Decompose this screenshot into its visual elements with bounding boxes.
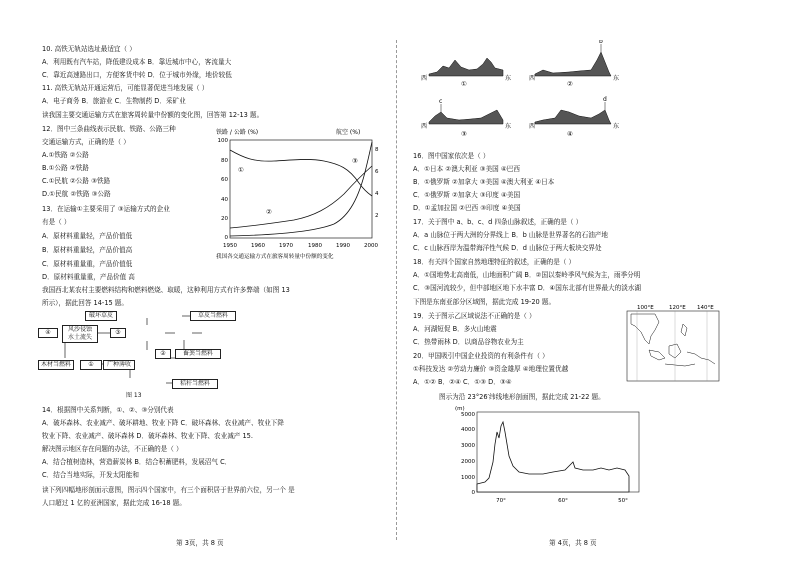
profile-4-label: ④: [567, 130, 573, 138]
q16-text: 16．图中国家依次是（ ）: [413, 152, 490, 160]
left-page-footer: 第 3页，共 8 页: [176, 539, 224, 547]
svg-text:2000: 2000: [461, 459, 475, 465]
svg-text:1950: 1950: [223, 243, 237, 249]
profile-3-label: ③: [461, 130, 467, 138]
svg-text:2: 2: [375, 213, 379, 219]
elev-x-ticks: [496, 498, 628, 504]
svg-text:4000: 4000: [461, 427, 475, 433]
chart-x-ticks: [223, 243, 378, 249]
flow-broad-thin: 广种薄收: [103, 360, 135, 370]
chart-left-ticks: [218, 138, 229, 241]
q13-text: 13．在运输①主要采用了 ③运输方式的企业: [42, 205, 170, 213]
svg-text:8: 8: [375, 147, 379, 153]
elev-y-ticks: [461, 412, 476, 496]
flow-manure-fuel: 畜粪当燃料: [175, 349, 221, 359]
q15-options-ab: A．结合植树造林，营造薪炭林 B．结合积蓄肥料，发展沼气 C．: [42, 458, 232, 466]
q12-text-2: 交通运输方式，正确的是（ ）: [42, 138, 130, 146]
q10-options-cd: C．靠近高速路出口，方便客货中转 D．位于城市外缘，地价较低: [42, 71, 232, 79]
q15-text: 解决图示地区存在问题的办法，不正确的是（ ）: [42, 445, 183, 453]
q12-text: 12．图中三条曲线表示民航、铁路、公路三种: [42, 125, 176, 133]
flow-straw-fuel: 秸秆当燃料: [172, 379, 218, 389]
profile-2-west: 西: [529, 75, 536, 82]
q14-options-1: A．破坏森林、农业减产、破坏耕地、牧业下降 C．破坏森林、农业减产、牧业下降: [42, 419, 284, 427]
profile-2-b: b: [599, 40, 603, 45]
q12-option-c: C.①民航 ②公路 ③铁路: [42, 177, 111, 185]
svg-text:60: 60: [221, 177, 228, 183]
chart-caption: 我国各交通运输方式在旅客周转量中份额的变化: [216, 254, 334, 260]
chart-label-2: ②: [266, 208, 272, 216]
flow-node-2: ②: [155, 349, 171, 359]
terrain-profiles: [419, 40, 629, 140]
q18-options-cd: C．③国河流较少，但中部地区地下水丰富 D．④国东北部有世界最大的淡水湖: [413, 284, 642, 292]
q17-text: 17．关于图中 a、b、c、d 四条山脉叙述，正确的是（ ）: [413, 218, 583, 226]
map-lon-120: 120°E: [669, 305, 686, 311]
flow-node-4: ④: [38, 328, 58, 338]
flow-destroy-grass: 破坏草皮: [85, 311, 117, 321]
q17-options-ab: A．a 山脉位于两大洲的分界线上 B．b 山脉是世界著名的石油产地: [413, 231, 608, 239]
q14-options-2: 牧业下降、农业减产、破坏森林 D．破坏森林、牧业下降、农业减产 15.: [42, 432, 253, 440]
svg-text:60°: 60°: [558, 498, 568, 504]
map-lon-100: 100°E: [637, 305, 654, 311]
intro-14-15-2: 所示），据此回答 14-15 题。: [42, 299, 128, 307]
profile-3-east: 东: [505, 123, 512, 130]
q13-text-2: 有是（ ）: [42, 218, 71, 226]
svg-text:1970: 1970: [279, 243, 293, 249]
svg-text:5000: 5000: [461, 412, 475, 418]
q12-option-b: B.①公路 ②铁路: [42, 164, 89, 172]
southeast-asia-map: [625, 302, 721, 382]
map-frame: [627, 311, 719, 381]
svg-text:3000: 3000: [461, 443, 475, 449]
profile-1-east: 东: [505, 75, 512, 82]
flow-wood-fuel: 木材当燃料: [38, 360, 74, 370]
q17-options-cd: C．c 山脉西岸为温带海洋性气候 D．d 山脉位于两大板块交界处: [413, 244, 602, 252]
svg-text:0: 0: [224, 235, 228, 241]
svg-text:1000: 1000: [461, 475, 475, 481]
profile-4-shape: [535, 110, 611, 124]
q18-text: 18．有关四个国家自然地理特征的叙述，正确的是（ ）: [413, 258, 576, 266]
profile-4-east: 东: [613, 123, 620, 130]
elev-profile-line: [477, 422, 629, 492]
flow-caption: 图 13: [126, 392, 142, 399]
svg-text:50°: 50°: [618, 498, 628, 504]
series-line-3: [230, 142, 372, 236]
q16-option-c: C．①俄罗斯 ②加拿大 ③印度 ④美国: [413, 191, 521, 199]
svg-text:1960: 1960: [251, 243, 265, 249]
q13-option-c: C．原材料重量重，产品价值低: [42, 260, 133, 268]
q13-option-b: B．原材料重量轻，产品价值高: [42, 246, 133, 254]
chart-right-ticks: [375, 147, 379, 219]
profile-1-label: ①: [461, 80, 467, 88]
intro-19-20: 下图是东南亚部分区域图，据此完成 19-20 题。: [413, 298, 556, 306]
series-line-2: [230, 166, 372, 228]
q19-options-cd: C．热带雨林 D．以商品谷物农业为主: [413, 338, 524, 346]
q16-option-d: D．①孟加拉国 ②巴西 ③印度 ④美国: [413, 204, 521, 212]
intro-16-18-2: 人口超过 1 亿的亚洲国家，据此完成 16-18 题。: [42, 499, 186, 507]
q13-option-d: D．原材料重量重，产品价值 高: [42, 273, 135, 281]
q14-text: 14．根据图中关系判断，①、②、③分别代表: [42, 406, 174, 414]
intro-16-18: 读下列四幅地形剖面示意图，图示四个国家中，有三个面积居于世界前六位，另一个 是: [42, 486, 295, 494]
q18-options-ab: A．①国地势北高南低，山地面积广阔 B．②国以秦岭季风气候为主，雨季分明: [413, 271, 641, 279]
profile-1-west: 西: [421, 75, 428, 82]
profile-3-shape: [429, 110, 503, 124]
q11-text: 11. 高铁无轨站开通运营后，可能显著促进当地发展（ ）: [42, 84, 209, 92]
profile-4-d: d: [603, 96, 607, 103]
profile-2-label: ②: [567, 80, 573, 88]
q16-option-a: A．①日本 ②澳大利亚 ③美国 ④巴西: [413, 165, 520, 173]
flow-node-3: ③: [110, 328, 126, 338]
svg-text:2000: 2000: [364, 243, 378, 249]
q15-option-c: C．结合当地实际，开发太阳能和: [42, 471, 139, 479]
flow-grass-fuel: 草皮当燃料: [190, 311, 236, 321]
profile-3-c: c: [439, 98, 443, 105]
profile-2-shape: [535, 52, 611, 76]
q10-text: 10. 高铁无轨站选址最适宜（ ）: [42, 45, 136, 53]
q12-option-d: D.①民航 ②铁路 ③公路: [42, 190, 111, 198]
intro-12-13: 读我国主要交通运输方式在旅客周转量中份额的变化图，回答第 12-13 题。: [42, 111, 264, 119]
intro-14-15: 我国西北某农村主要燃料结构和燃料燃烧、取暖，这种利用方式有许多弊端（如图 13: [42, 286, 290, 294]
q20-text: 20．甲国吸引中国企业投资的有利条件有（ ）: [413, 352, 549, 360]
flow-node-1: ①: [80, 360, 102, 370]
q20-options: A．①② B．②④ C．①③ D．③④: [413, 378, 512, 386]
svg-text:4: 4: [375, 191, 379, 197]
profile-3-west: 西: [421, 123, 428, 130]
elevation-profile-chart: [453, 404, 649, 506]
flow-wind-erosion: 风沙侵蚀 水土流失: [62, 325, 98, 343]
profile-1-shape: [429, 58, 503, 76]
chart-label-3: ③: [352, 157, 358, 165]
right-page: [397, 0, 794, 561]
right-page-footer: 第 4页，共 8 页: [549, 539, 597, 547]
profile-2-east: 东: [613, 75, 620, 82]
svg-text:80: 80: [221, 158, 228, 164]
q20-conditions: ①科技发达 ②劳动力廉价 ③资金雄厚 ④地理位置优越: [413, 365, 569, 373]
svg-text:6: 6: [375, 169, 379, 175]
q11-options: A．电子商务 B．旅游业 C．生物制药 D．采矿业: [42, 97, 186, 105]
svg-text:40: 40: [221, 197, 228, 203]
q13-option-a: A．原材料重量轻，产品价值低: [42, 232, 133, 240]
q19-text: 19．关于图示乙区域说法不正确的是（ ）: [413, 312, 536, 320]
chart-label-1: ①: [238, 166, 244, 174]
svg-text:70°: 70°: [496, 498, 506, 504]
svg-text:20: 20: [221, 216, 228, 222]
series-line-1: [230, 150, 372, 196]
map-lon-140: 140°E: [697, 305, 714, 311]
transport-share-chart: [214, 128, 386, 260]
elev-ylabel: (m): [455, 406, 465, 412]
svg-text:100: 100: [217, 138, 228, 144]
profile-4-west: 西: [529, 123, 536, 130]
svg-text:1990: 1990: [336, 243, 350, 249]
q10-options-ab: A．利用既有汽车站，降低建设成本 B．靠近城市中心，客流量大: [42, 58, 232, 66]
chart-ylabel-right: 航空 (%): [336, 129, 361, 136]
chart-plot-area: [230, 140, 372, 238]
q12-option-a: A.①铁路 ②公路: [42, 151, 89, 159]
chart-ylabel-left: 铁路 / 公路 (%): [216, 129, 259, 136]
svg-text:1980: 1980: [308, 243, 322, 249]
intro-21-22: 图示为沿 23°26′纬线地形剖面图，据此完成 21-22 题。: [439, 393, 605, 401]
svg-text:0: 0: [471, 490, 475, 496]
q16-option-b: B．①俄罗斯 ②加拿大 ③美国 ④澳大利亚 ④日本: [413, 178, 555, 186]
q19-options-ab: A．河湖短促 B．多火山地震: [413, 325, 497, 333]
